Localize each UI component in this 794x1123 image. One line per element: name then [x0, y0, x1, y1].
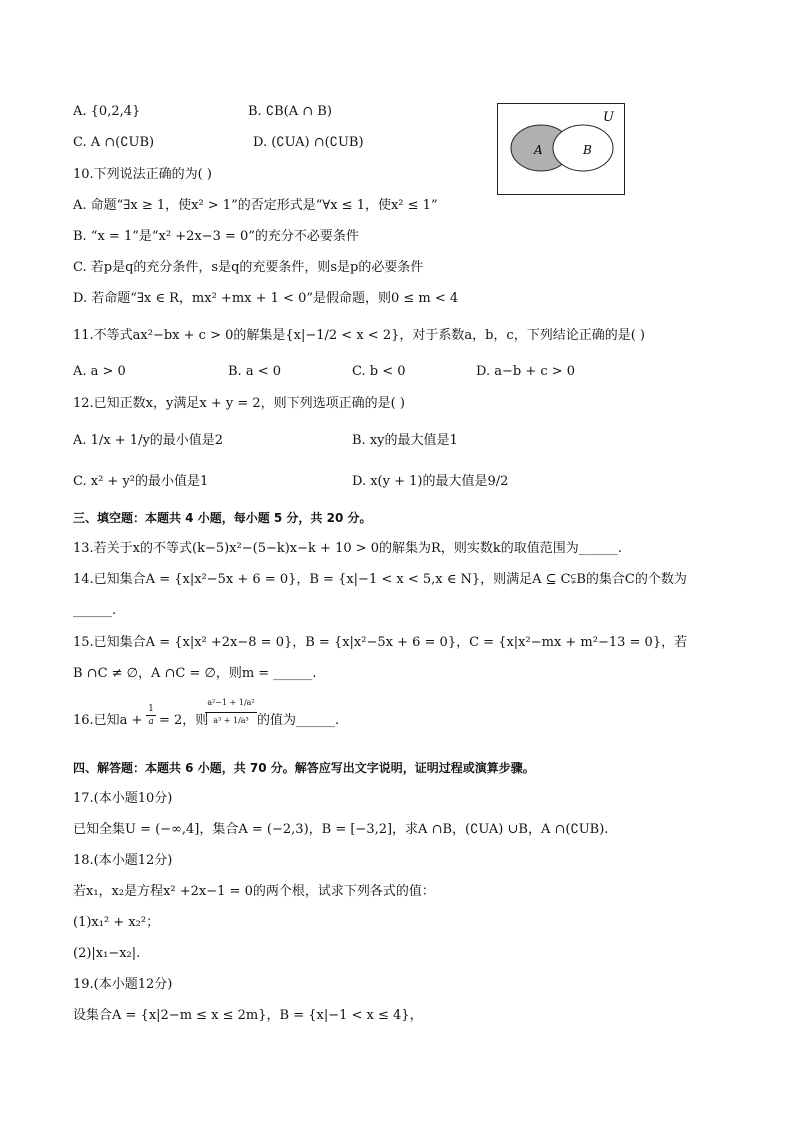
q15-line-1: 15.已知集合A = {x|x² +2x−8 = 0}，B = {x|x²−5x + 6 = 0}，C = {x|x²−mx + m²−13 = 0}，若	[73, 635, 688, 650]
q16-prefix: 16.已知a +	[73, 713, 143, 728]
q13: 13.若关于x的不等式(k−5)x²−(5−k)x−k + 10 > 0的解集为R，则实数k的取值范围为______.	[73, 541, 622, 556]
q10-option-a: A. 命题“∃x ≥ 1，使x² > 1”的否定形式是“∀x ≤ 1，使x² ≤ 1”	[73, 198, 438, 213]
q10-option-b: B. “x = 1”是“x² +2x−3 = 0”的充分不必要条件	[73, 229, 359, 244]
venn-label-u: U	[603, 110, 614, 125]
q17-heading: 17.(本小题10分)	[73, 791, 173, 806]
section-3-heading: 三、填空题：本题共 4 小题，每小题 5 分，共 20 分。	[73, 511, 372, 525]
q11-option-c: C. b < 0	[352, 364, 406, 379]
q16-big-num: a²−1 + 1/a²	[207, 698, 255, 707]
q14-line-2: ______.	[73, 603, 117, 618]
q11-option-a: A. a > 0	[73, 364, 126, 379]
q9-option-d: D. (∁UA) ∩(∁UB)	[253, 135, 364, 150]
q11-option-b: B. a < 0	[228, 364, 281, 379]
section-4-heading: 四、解答题：本题共 6 小题，共 70 分。解答应写出文字说明，证明过程或演算步骤。	[73, 761, 535, 775]
q16-suffix: 的值为______.	[257, 713, 340, 728]
venn-label-b: B	[583, 143, 592, 157]
q9-option-c: C. A ∩(∁UB)	[73, 135, 155, 150]
q12-option-a: A. 1/x + 1/y的最小值是2	[73, 433, 224, 448]
venn-diagram	[497, 103, 625, 195]
q10-stem: 10.下列说法正确的为( )	[73, 167, 212, 182]
q15-line-2: B ∩C ≠ ∅，A ∩C = ∅，则m = ______.	[73, 666, 317, 681]
venn-label-a: A	[534, 143, 543, 157]
q18-part-2: (2)|x₁−x₂|.	[73, 946, 141, 961]
q11-option-d: D. a−b + c > 0	[476, 364, 576, 379]
q12-stem: 12.已知正数x，y满足x + y = 2，则下列选项正确的是( )	[73, 396, 405, 411]
q12-option-b: B. xy的最大值是1	[352, 433, 458, 448]
q18-body: 若x₁，x₂是方程x² +2x−1 = 0的两个根，试求下列各式的值：	[73, 884, 435, 899]
q16-big-den: a³ + 1/a³	[213, 716, 249, 725]
q18-heading: 18.(本小题12分)	[73, 853, 173, 868]
q9-option-b: B. ∁B(A ∩ B)	[248, 104, 332, 119]
q11-stem: 11.不等式ax²−bx + c > 0的解集是{x|−1/2 < x < 2}，对于系数a，b，c，下列结论正确的是( )	[73, 328, 645, 343]
q9-option-a: A. {0,2,4}	[73, 104, 141, 119]
q10-option-d: D. 若命题“∃x ∈ R，mx² +mx + 1 < 0”是假命题，则0 ≤ m < 4	[73, 291, 459, 306]
q12-option-d: D. x(y + 1)的最大值是9/2	[352, 474, 509, 489]
q16-frac-den: a	[148, 717, 154, 727]
q18-part-1: (1)x₁² + x₂²；	[73, 915, 160, 930]
q16-frac-bar	[146, 715, 156, 716]
q12-option-c: C. x² + y²的最小值是1	[73, 474, 209, 489]
q10-option-c: C. 若p是q的充分条件，s是q的充要条件，则s是p的必要条件	[73, 260, 424, 275]
q14-line-1: 14.已知集合A = {x|x²−5x + 6 = 0}，B = {x|−1 < x < 5,x ∈ N}，则满足A ⊆ C⫋B的集合C的个数为	[73, 572, 687, 587]
q19-body: 设集合A = {x|2−m ≤ x ≤ 2m}，B = {x|−1 < x ≤ 4}，	[73, 1008, 423, 1023]
q17-body: 已知全集U = (−∞,4]，集合A = (−2,3)，B = [−3,2]，求A ∩B，(∁UA) ∪B，A ∩(∁UB).	[73, 822, 609, 837]
q19-heading: 19.(本小题12分)	[73, 977, 173, 992]
q16-mid: = 2，则	[159, 713, 209, 728]
q16-big-bar	[205, 712, 257, 713]
q16-frac-num: 1	[148, 704, 154, 714]
